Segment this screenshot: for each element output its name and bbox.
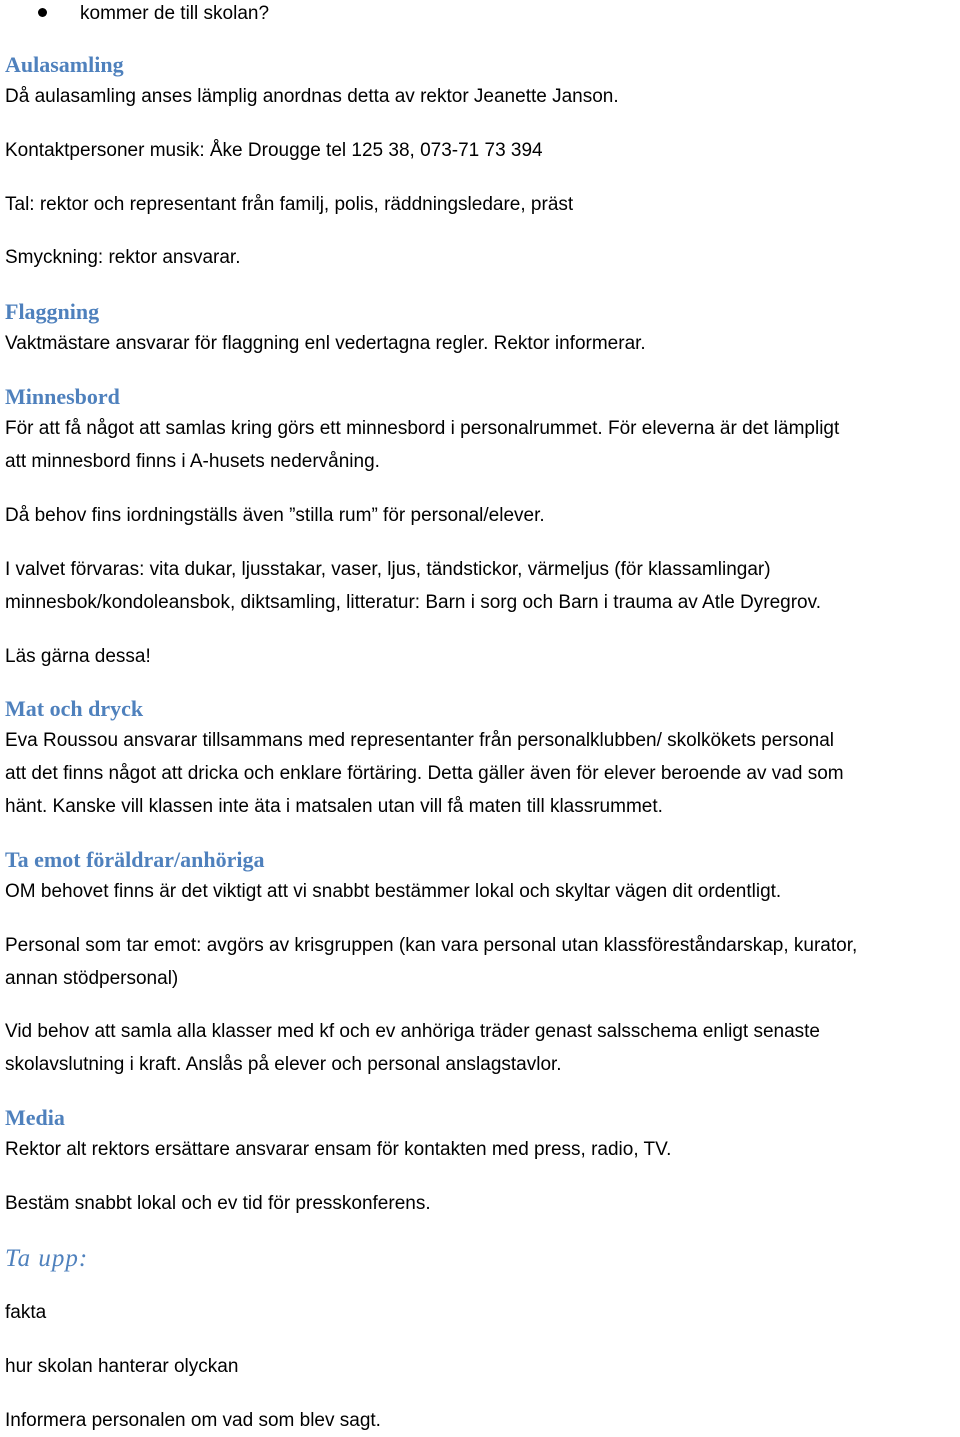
paragraph-smyckning: Smyckning: rektor ansvarar.: [5, 247, 241, 268]
paragraph-valvet-line1: I valvet förvaras: vita dukar, ljusstakar, vaser, ljus, tändstickor, värmeljus (för klassamlingar): [5, 559, 771, 580]
paragraph-flaggning: Vaktmästare ansvarar för flaggning enl vedertagna regler. Rektor informerar.: [5, 333, 646, 354]
paragraph-minnesbord-line1: För att få något att samlas kring görs ett minnesbord i personalrummet. För eleverna är det lämpligt: [5, 418, 840, 439]
list-item: hur skolan hanterar olyckan: [5, 1356, 239, 1377]
heading-mat-och-dryck: Mat och dryck: [5, 696, 144, 721]
heading-ta-upp: Ta upp:: [5, 1245, 89, 1272]
paragraph-personal-line1: Personal som tar emot: avgörs av krisgruppen (kan vara personal utan klassföreståndarskap, kurator,: [5, 935, 858, 956]
list-item: Informera personalen om vad som blev sagt.: [5, 1410, 381, 1431]
bullet-text: kommer de till skolan?: [80, 3, 270, 24]
heading-ta-emot-foraldrar: Ta emot föräldrar/anhöriga: [5, 847, 265, 872]
paragraph-personal-line2: annan stödpersonal): [5, 968, 179, 989]
heading-flaggning: Flaggning: [5, 299, 100, 324]
paragraph-tal: Tal: rektor och representant från familj, polis, räddningsledare, präst: [5, 194, 574, 215]
bullet-dot: [38, 8, 47, 17]
bullet-item: [0, 0, 960, 30]
list-item: fakta: [5, 1302, 47, 1323]
paragraph-mat-line2: att det finns något att dricka och enklare förtäring. Detta gäller även för elever beroende av vad som: [5, 763, 844, 784]
paragraph-minnesbord-line2: att minnesbord finns i A-husets nedervåning.: [5, 451, 380, 472]
heading-aulasamling: Aulasamling: [5, 52, 124, 77]
paragraph-mat-line1: Eva Roussou ansvarar tillsammans med representanter från personalklubben/ skolkökets personal: [5, 730, 835, 751]
paragraph-stilla-rum: Då behov fins iordningställs även ”stilla rum” för personal/elever.: [5, 505, 545, 526]
paragraph-kontaktpersoner: Kontaktpersoner musik: Åke Drougge tel 125 38, 073-71 73 394: [5, 140, 543, 161]
paragraph-mat-line3: hänt. Kanske vill klassen inte äta i matsalen utan vill få maten till klassrummet.: [5, 796, 663, 817]
paragraph-valvet-line2: minnesbok/kondoleansbok, diktsamling, litteratur: Barn i sorg och Barn i trauma av Atle Dyregrov.: [5, 592, 821, 613]
paragraph-las-garna: Läs gärna dessa!: [5, 646, 151, 667]
heading-minnesbord: Minnesbord: [5, 384, 120, 409]
paragraph-samla-line1: Vid behov att samla alla klasser med kf och ev anhöriga träder genast salsschema enligt senaste: [5, 1021, 820, 1042]
paragraph-aulasamling: Då aulasamling anses lämplig anordnas detta av rektor Jeanette Janson.: [5, 86, 619, 107]
paragraph-samla-line2: skolavslutning i kraft. Anslås på elever och personal anslagstavlor.: [5, 1054, 562, 1075]
paragraph-media: Rektor alt rektors ersättare ansvarar ensam för kontakten med press, radio, TV.: [5, 1139, 672, 1160]
paragraph-presskonferens: Bestäm snabbt lokal och ev tid för presskonferens.: [5, 1193, 431, 1214]
heading-media: Media: [5, 1105, 65, 1130]
paragraph-om-behovet: OM behovet finns är det viktigt att vi snabbt bestämmer lokal och skyltar vägen dit ordentligt.: [5, 881, 782, 902]
